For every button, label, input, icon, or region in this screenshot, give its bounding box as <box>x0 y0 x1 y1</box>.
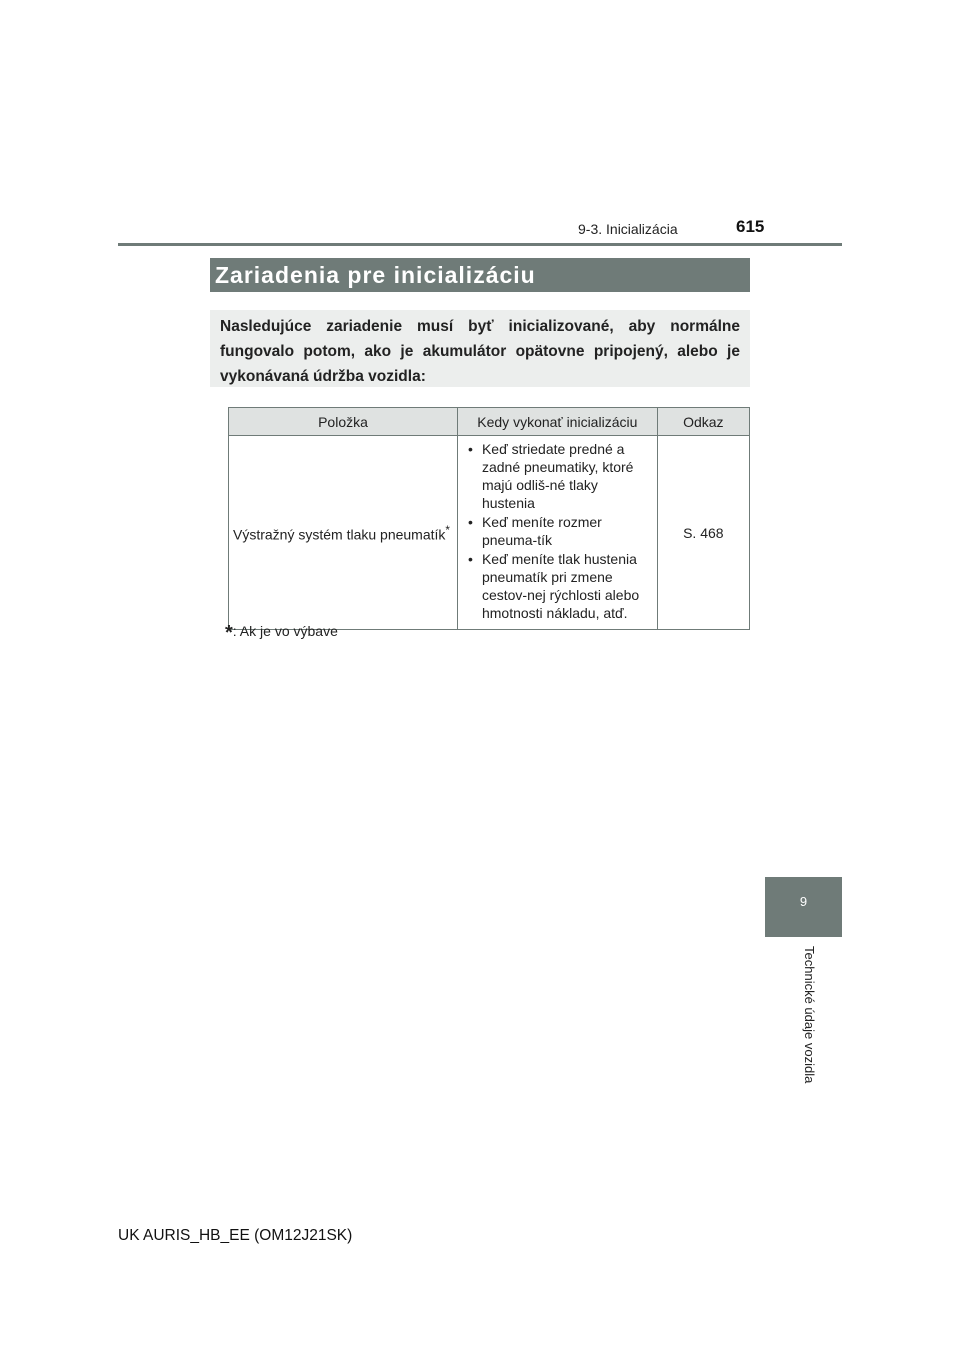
chapter-tab <box>765 877 842 937</box>
item-footnote-marker: * <box>445 523 450 537</box>
header-rule <box>118 243 842 246</box>
reference-cell <box>657 436 749 630</box>
footnote <box>225 619 338 642</box>
initialization-table <box>228 407 750 630</box>
column-header-item: Položka <box>229 408 458 436</box>
intro-box <box>210 310 750 387</box>
reference-link[interactable]: S. 468 <box>683 524 724 541</box>
list-item: • Keď striedate predné a zadné pneumatiky, ktoré majú odliš-né tlaky hustenia <box>466 440 653 512</box>
document-code: UK AURIS_HB_EE (OM12J21SK) <box>118 1227 353 1244</box>
chapter-number: 9 <box>799 894 808 909</box>
item-name: Výstražný systém tlaku pneumatík <box>233 526 446 543</box>
when-list <box>466 440 653 622</box>
table-header-row <box>229 408 750 436</box>
column-header-reference: Odkaz <box>657 408 749 436</box>
footnote-text: : Ak je vo výbave <box>232 623 338 639</box>
intro-text: Nasledujúce zariadenie musí byť inicializované, aby normálne fungovalo potom, ako je akumulátor opätovne pripojený, alebo je vykonávaná údržba vozidla: <box>220 318 740 385</box>
header-section-title: 9-3. Inicializácia <box>578 221 678 237</box>
title-bar <box>210 258 750 292</box>
page-number: 615 <box>736 217 765 236</box>
footnote-marker: * <box>225 622 233 644</box>
when-cell <box>457 436 657 630</box>
column-header-when: Kedy vykonať inicializáciu <box>457 408 657 436</box>
list-item: • Keď meníte rozmer pneuma-tík <box>466 513 653 549</box>
table-row <box>229 436 750 630</box>
page-title: Zariadenia pre inicializáciu <box>215 262 536 288</box>
item-cell <box>229 436 458 630</box>
list-item: • Keď meníte tlak hustenia pneumatík pri zmene cestov-nej rýchlosti alebo hmotnosti nákladu, atď. <box>466 550 653 622</box>
chapter-label: Technické údaje vozidla <box>802 946 817 1084</box>
